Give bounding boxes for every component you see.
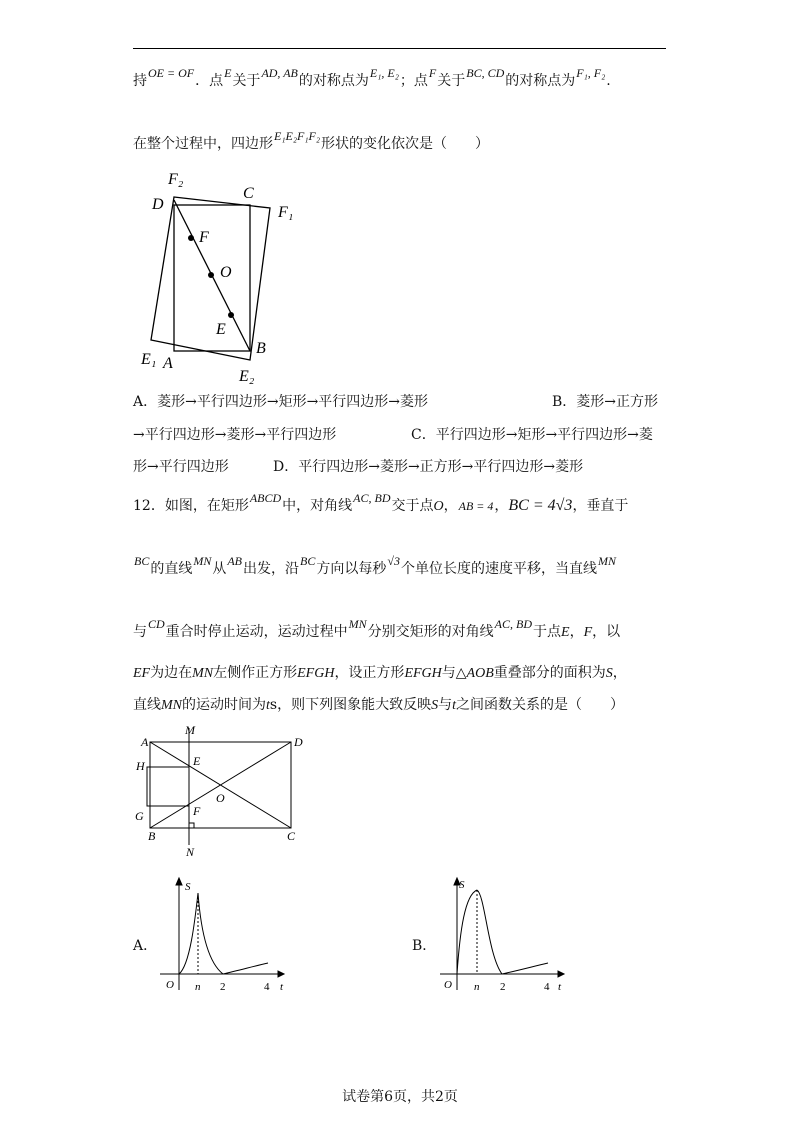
label-b: B	[256, 340, 266, 357]
text: ，	[494, 498, 509, 514]
label-s: S	[459, 879, 465, 891]
q11-option-c-cont: 形→平行四边形	[133, 459, 229, 475]
text: 12．如图，在矩形	[133, 498, 249, 514]
text: 方向以每秒	[316, 561, 387, 577]
math: BC = 4√3	[508, 497, 573, 514]
text: 与	[441, 665, 456, 681]
text: .	[606, 73, 611, 89]
label-d: D	[152, 196, 164, 213]
math: CD	[148, 617, 165, 631]
curve-segment	[179, 893, 198, 974]
text: 形状的变化依次是（ ）	[321, 136, 490, 152]
math: AB	[227, 554, 243, 568]
label-a: A	[163, 355, 173, 372]
label-s: S	[185, 881, 191, 893]
math: S	[605, 666, 613, 681]
q12-line-2	[133, 554, 617, 578]
curve-segment	[502, 963, 548, 974]
q11-figure	[130, 165, 310, 390]
math: t	[452, 698, 456, 713]
label-f: F	[193, 804, 201, 818]
text: 与	[133, 624, 147, 640]
q11-option-c: C．平行四边形→矩形→平行四边形→菱	[411, 427, 653, 443]
text: 从	[212, 561, 227, 577]
label-f1: F₁	[278, 204, 294, 221]
label-f2: F₂	[168, 171, 184, 188]
q11-line-2	[133, 129, 490, 153]
label-o: O	[166, 979, 174, 991]
text: ，	[569, 624, 584, 640]
y-axis-arrow	[176, 878, 182, 885]
label-o: O	[444, 979, 452, 991]
tick-4: 4	[264, 981, 270, 993]
label-e: E	[193, 754, 201, 768]
q12-option-b: B．	[412, 938, 437, 954]
text: 中，对角线	[282, 498, 353, 514]
text: 的对称点为	[298, 73, 369, 89]
math: F	[428, 66, 437, 80]
q12-option-a: A．	[133, 938, 158, 954]
math: EFGH	[404, 666, 442, 681]
text: 左侧作正方形	[213, 665, 298, 681]
text: 持	[133, 73, 147, 89]
text: ．点	[195, 73, 224, 89]
text: 的运动时间为	[182, 697, 266, 713]
label-a: A	[141, 735, 149, 749]
math: △AOB	[455, 666, 494, 681]
point-e	[228, 312, 234, 318]
text: 个单位长度的速度平移，当直线	[400, 561, 597, 577]
text: ，以	[592, 624, 621, 640]
math: AC, BD	[353, 491, 391, 505]
math: AC, BD	[494, 617, 533, 631]
math: BC	[300, 554, 316, 568]
text: 为边在	[150, 665, 193, 681]
math: t	[266, 698, 270, 713]
square-efgh	[147, 767, 189, 806]
math: E	[561, 625, 570, 640]
math: ABCD	[249, 491, 282, 505]
q12-line-3	[133, 617, 621, 642]
point-o	[208, 272, 214, 278]
q12-line-4	[133, 664, 627, 683]
graph-b	[435, 872, 570, 997]
curve-segment	[198, 893, 223, 974]
text: ，设正方形	[334, 665, 405, 681]
math: MN	[161, 698, 182, 713]
text: 的直线	[150, 561, 193, 577]
text: 关于	[232, 73, 261, 89]
label-e: E	[216, 321, 226, 338]
text: 重叠部分的面积为	[493, 665, 606, 681]
math: O	[433, 499, 444, 514]
point-f	[188, 235, 194, 241]
math: F₁, F₂	[576, 66, 606, 80]
text: 关于	[437, 73, 466, 89]
text: ，	[612, 665, 627, 681]
math: AB = 4	[458, 499, 494, 513]
label-n: N	[186, 845, 195, 859]
tick-2: 2	[220, 981, 226, 993]
q11-line-1	[133, 66, 611, 90]
math: MN	[193, 554, 212, 568]
graph-a	[155, 872, 290, 997]
label-f: F	[199, 229, 209, 246]
math: AD, AB	[261, 66, 298, 80]
quadrilateral-e1e2f1f2	[151, 197, 270, 360]
text: ，垂直于	[572, 498, 629, 514]
label-b: B	[148, 829, 156, 843]
text: 交于点	[391, 498, 434, 514]
label-o: O	[220, 264, 232, 281]
label-n: n	[195, 981, 201, 993]
q11-option-a: A．菱形→平行四边形→矩形→平行四边形→菱形	[133, 394, 429, 410]
math: MN	[348, 617, 367, 631]
math: E₁E₂F₁F₂	[274, 129, 321, 143]
math: MN	[192, 666, 214, 681]
text: 于点	[533, 624, 562, 640]
math: MN	[597, 554, 616, 568]
q12-line-1	[133, 491, 629, 516]
label-t: t	[280, 981, 284, 993]
math: E₁, E₂	[369, 66, 399, 80]
label-e1: E₁	[141, 351, 157, 368]
label-t: t	[558, 981, 562, 993]
label-e2: E₂	[239, 368, 255, 385]
text: s，则下列图象能大致反映	[269, 697, 432, 713]
label-c: C	[287, 829, 296, 843]
q12-line-5	[133, 696, 624, 715]
label-h: H	[136, 759, 145, 773]
curve-segment	[223, 963, 268, 974]
text: 分别交矩形的对角线	[367, 624, 494, 640]
text: 出发，沿	[243, 561, 300, 577]
x-axis-arrow	[558, 971, 564, 977]
math: √3	[387, 554, 400, 568]
tick-4: 4	[544, 981, 550, 993]
label-m: M	[185, 723, 195, 737]
math: EF	[133, 666, 151, 681]
header-rule	[133, 48, 666, 49]
q11-option-d: D．平行四边形→菱形→正方形→平行四边形→菱形	[273, 459, 584, 475]
text: 之间函数关系的是（ ）	[455, 697, 624, 713]
text: 重合时停止运动，运动过程中	[165, 624, 348, 640]
text: 的对称点为	[505, 73, 576, 89]
text: 直线	[133, 697, 161, 713]
label-n: n	[474, 981, 480, 993]
math: BC, CD	[466, 66, 505, 80]
math: OE = OF	[148, 66, 195, 80]
text: ；点	[399, 73, 428, 89]
label-c: C	[243, 185, 254, 202]
curve-segment	[457, 890, 477, 974]
math: S	[431, 698, 439, 713]
text: 与	[438, 697, 453, 713]
math: EFGH	[297, 666, 335, 681]
math: F	[583, 625, 593, 640]
q11-option-b-cont: →平行四边形→菱形→平行四边形	[133, 427, 337, 443]
text: 在整个过程中，四边形	[133, 136, 273, 152]
tick-2: 2	[500, 981, 506, 993]
text: ，	[443, 498, 458, 514]
page-footer: 试卷第6页，共2页	[342, 1089, 458, 1105]
x-axis-arrow	[278, 971, 284, 977]
label-d: D	[294, 735, 303, 749]
curve-segment	[477, 890, 502, 974]
q11-option-b: B．菱形→正方形	[552, 394, 659, 410]
q12-figure	[130, 720, 310, 860]
label-g: G	[135, 809, 144, 823]
right-angle-mark	[189, 823, 194, 828]
math: BC	[134, 554, 150, 568]
math: E	[224, 66, 232, 80]
label-o: O	[216, 791, 225, 805]
